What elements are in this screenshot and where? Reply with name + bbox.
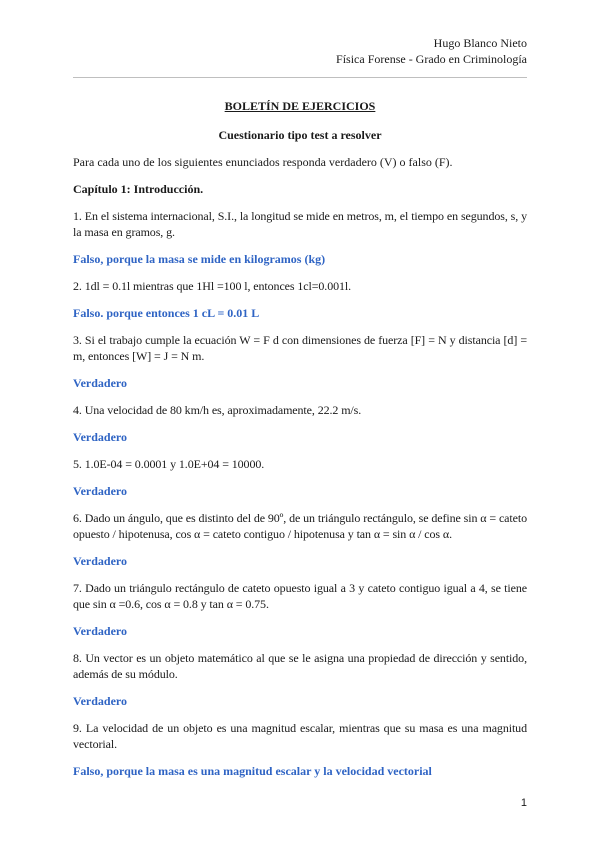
answer-5: Verdadero [73, 484, 127, 498]
answer-9: Falso, porque la masa es una magnitud escalar y la velocidad vectorial [73, 764, 432, 778]
answer-7: Verdadero [73, 624, 127, 638]
answer-4: Verdadero [73, 430, 127, 444]
answer-2: Falso. porque entonces 1 cL = 0.01 L [73, 306, 260, 320]
page-header [336, 35, 527, 67]
question-9: 9. La velocidad de un objeto es una magnitud escalar, mientras que su masa es una magnitud vectorial. [73, 721, 527, 751]
answer-3: Verdadero [73, 376, 127, 390]
answer-8: Verdadero [73, 694, 127, 708]
question-5: 5. 1.0E-04 = 0.0001 y 1.0E+04 = 10000. [73, 457, 265, 471]
answer-6: Verdadero [73, 554, 127, 568]
document-body [73, 98, 527, 779]
question-4: 4. Una velocidad de 80 km/h es, aproximadamente, 22.2 m/s. [73, 403, 362, 417]
question-6: 6. Dado un ángulo, que es distinto del de 90º, de un triángulo rectángulo, se define sin α = cateto opuesto / hipotenusa, cos α = cateto contiguo / hipotenusa y tan α = sin α / cos α. [73, 511, 527, 541]
question-7: 7. Dado un triángulo rectángulo de cateto opuesto igual a 3 y cateto contiguo igual a 4, se tiene que sin α =0.6, cos α = 0.8 y tan α = 0.75. [73, 581, 527, 611]
header-divider [73, 77, 527, 78]
question-2: 2. 1dl = 0.1l mientras que 1Hl =100 l, entonces 1cl=0.001l. [73, 279, 352, 293]
document-title: BOLETÍN DE EJERCICIOS [224, 99, 376, 113]
question-8: 8. Un vector es un objeto matemático al que se le asigna una propiedad de dirección y sentido, además de su módulo. [73, 651, 527, 681]
chapter-heading: Capítulo 1: Introducción. [73, 182, 204, 196]
question-3: 3. Si el trabajo cumple la ecuación W = F d con dimensiones de fuerza [F] = N y distancia [d] = m, entonces [W] = J = N m. [73, 333, 527, 363]
document-subtitle: Cuestionario tipo test a resolver [218, 128, 382, 142]
answer-1: Falso, porque la masa se mide en kilogramos (kg) [73, 252, 326, 266]
author-name: Hugo Blanco Nieto [433, 36, 527, 50]
page-number: 1 [520, 797, 527, 809]
course-name: Física Forense - Grado en Criminología [336, 52, 527, 66]
instructions: Para cada uno de los siguientes enunciados responda verdadero (V) o falso (F). [73, 155, 453, 169]
question-1: 1. En el sistema internacional, S.I., la longitud se mide en metros, m, el tiempo en segundos, s, y la masa en gramos, g. [73, 209, 527, 239]
